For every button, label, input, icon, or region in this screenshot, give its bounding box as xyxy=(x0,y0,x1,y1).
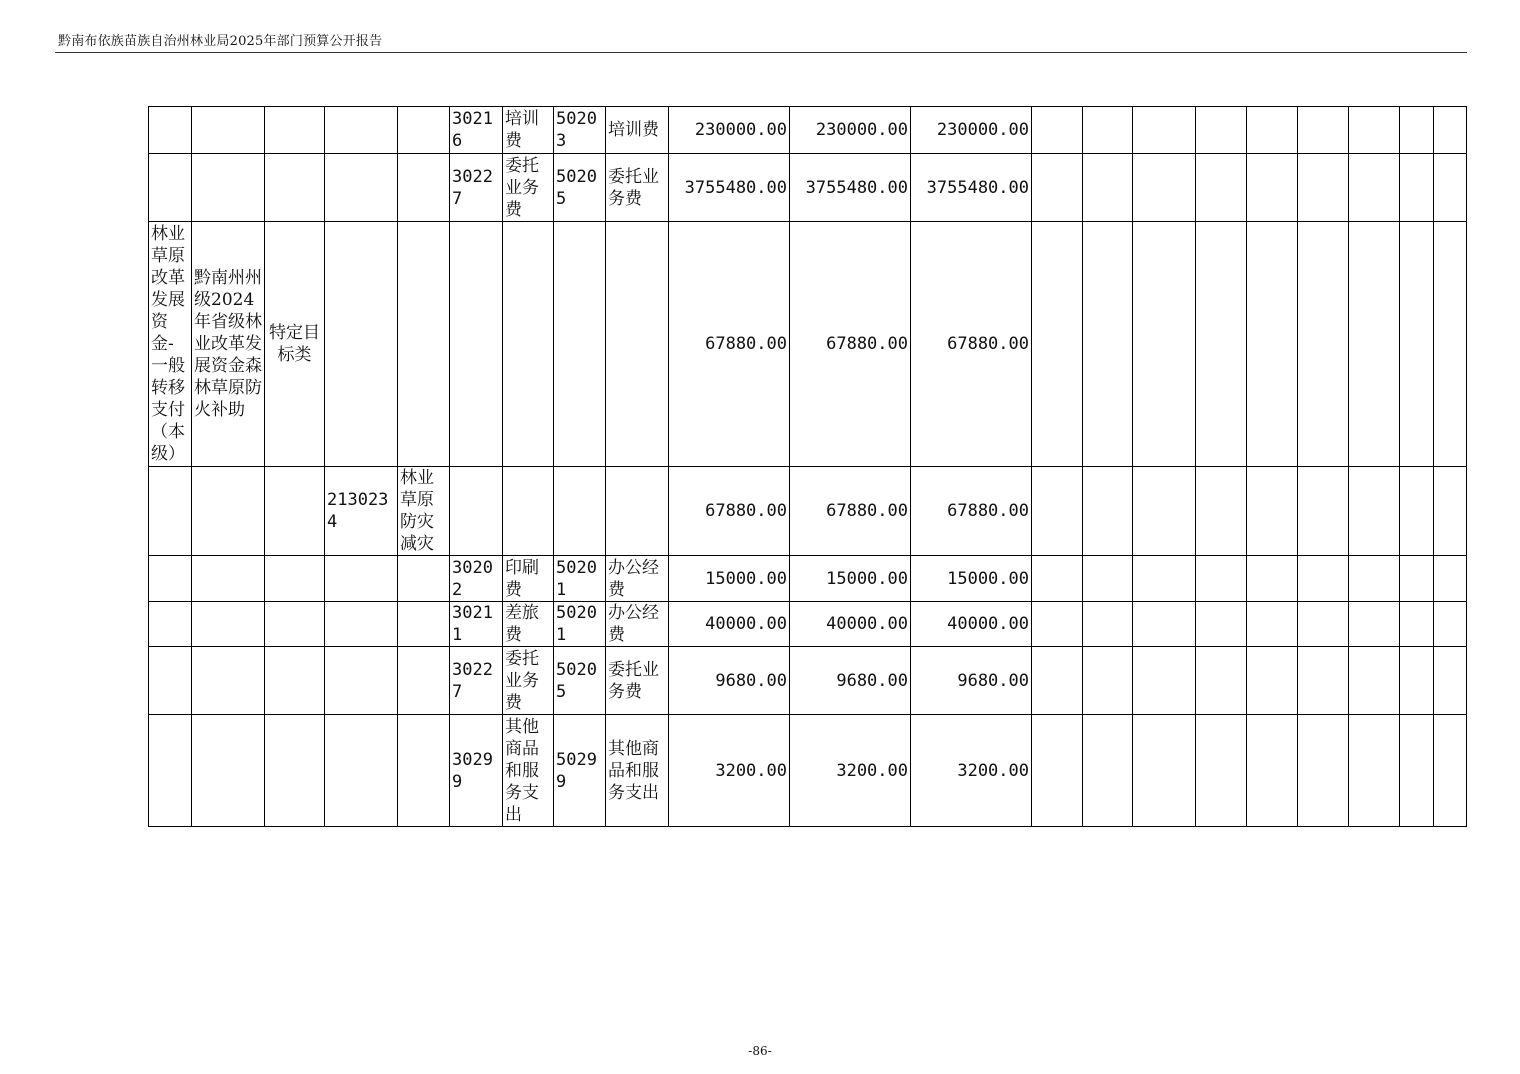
cell-fund-name xyxy=(149,715,192,827)
cell-function-name xyxy=(398,222,450,467)
cell-gov-name: 其他商品和服务支出 xyxy=(606,715,669,827)
cell-gov-name: 委托业务费 xyxy=(606,154,669,222)
cell-fund-name xyxy=(149,107,192,154)
cell-gov-code: 50203 xyxy=(554,107,606,154)
cell-amount-3: 3200.00 xyxy=(911,715,1032,827)
cell-econ-code: 30227 xyxy=(450,647,503,715)
cell-empty xyxy=(1349,154,1400,222)
cell-amount-3: 3755480.00 xyxy=(911,154,1032,222)
cell-project-name xyxy=(192,556,265,602)
cell-amount-3: 230000.00 xyxy=(911,107,1032,154)
cell-gov-name: 培训费 xyxy=(606,107,669,154)
cell-econ-name: 培训费 xyxy=(503,107,554,154)
cell-project-type xyxy=(265,647,325,715)
report-header-title: 黔南布依族苗族自治州林业局2025年部门预算公开报告 xyxy=(58,34,383,49)
cell-empty xyxy=(1133,602,1196,647)
cell-total-amount: 230000.00 xyxy=(669,107,790,154)
cell-empty xyxy=(1349,602,1400,647)
cell-empty xyxy=(1434,556,1467,602)
cell-empty xyxy=(1298,154,1349,222)
cell-empty xyxy=(1133,647,1196,715)
cell-gov-code xyxy=(554,467,606,556)
cell-amount-2: 15000.00 xyxy=(790,556,911,602)
cell-empty xyxy=(1349,467,1400,556)
cell-empty xyxy=(1032,107,1083,154)
cell-function-code xyxy=(325,715,398,827)
cell-gov-code: 50201 xyxy=(554,556,606,602)
cell-empty xyxy=(1196,107,1247,154)
cell-empty xyxy=(1032,467,1083,556)
cell-gov-code: 50205 xyxy=(554,154,606,222)
cell-empty xyxy=(1298,556,1349,602)
cell-empty xyxy=(1196,222,1247,467)
cell-econ-name xyxy=(503,222,554,467)
cell-empty xyxy=(1032,222,1083,467)
cell-empty xyxy=(1133,715,1196,827)
cell-empty xyxy=(1247,647,1298,715)
cell-econ-code: 30216 xyxy=(450,107,503,154)
cell-project-name: 黔南州州级2024年省级林业改革发展资金森林草原防火补助 xyxy=(192,222,265,467)
cell-project-name xyxy=(192,107,265,154)
cell-empty xyxy=(1083,602,1133,647)
cell-gov-code: 50205 xyxy=(554,647,606,715)
cell-empty xyxy=(1032,715,1083,827)
cell-empty xyxy=(1400,467,1434,556)
table-row xyxy=(149,715,1467,827)
cell-empty xyxy=(1434,467,1467,556)
cell-empty xyxy=(1083,467,1133,556)
cell-econ-code: 30211 xyxy=(450,602,503,647)
cell-project-type: 特定目标类 xyxy=(265,222,325,467)
cell-empty xyxy=(1247,107,1298,154)
cell-empty xyxy=(1133,467,1196,556)
cell-project-type xyxy=(265,107,325,154)
cell-empty xyxy=(1298,222,1349,467)
cell-amount-3: 67880.00 xyxy=(911,467,1032,556)
cell-project-type xyxy=(265,556,325,602)
cell-empty xyxy=(1083,222,1133,467)
cell-econ-name: 印刷费 xyxy=(503,556,554,602)
cell-fund-name xyxy=(149,154,192,222)
cell-gov-name: 委托业务费 xyxy=(606,647,669,715)
cell-empty xyxy=(1298,715,1349,827)
cell-empty xyxy=(1434,222,1467,467)
cell-gov-code: 50201 xyxy=(554,602,606,647)
cell-project-name xyxy=(192,467,265,556)
cell-empty xyxy=(1032,647,1083,715)
cell-empty xyxy=(1083,154,1133,222)
cell-econ-name xyxy=(503,467,554,556)
cell-empty xyxy=(1400,556,1434,602)
cell-empty xyxy=(1196,154,1247,222)
cell-amount-2: 3755480.00 xyxy=(790,154,911,222)
cell-total-amount: 15000.00 xyxy=(669,556,790,602)
table-row xyxy=(149,647,1467,715)
cell-empty xyxy=(1032,602,1083,647)
cell-empty xyxy=(1247,715,1298,827)
cell-amount-2: 67880.00 xyxy=(790,467,911,556)
cell-function-name xyxy=(398,715,450,827)
cell-function-name xyxy=(398,556,450,602)
cell-empty xyxy=(1298,467,1349,556)
cell-empty xyxy=(1434,715,1467,827)
cell-fund-name xyxy=(149,467,192,556)
cell-empty xyxy=(1196,715,1247,827)
page-number: -86- xyxy=(748,1044,772,1058)
cell-empty xyxy=(1247,154,1298,222)
table-row xyxy=(149,222,1467,467)
cell-empty xyxy=(1349,556,1400,602)
cell-function-code xyxy=(325,154,398,222)
cell-empty xyxy=(1196,602,1247,647)
cell-project-name xyxy=(192,602,265,647)
header-divider xyxy=(55,52,1467,53)
cell-fund-name xyxy=(149,556,192,602)
cell-empty xyxy=(1400,647,1434,715)
cell-empty xyxy=(1083,107,1133,154)
cell-function-code xyxy=(325,222,398,467)
cell-function-name xyxy=(398,602,450,647)
budget-table xyxy=(148,106,1467,827)
cell-empty xyxy=(1349,222,1400,467)
cell-econ-code: 30299 xyxy=(450,715,503,827)
cell-econ-code xyxy=(450,222,503,467)
cell-empty xyxy=(1247,556,1298,602)
cell-empty xyxy=(1434,647,1467,715)
cell-function-name xyxy=(398,154,450,222)
cell-gov-code: 50299 xyxy=(554,715,606,827)
cell-gov-name: 办公经费 xyxy=(606,602,669,647)
cell-empty xyxy=(1434,107,1467,154)
cell-amount-2: 9680.00 xyxy=(790,647,911,715)
cell-empty xyxy=(1349,107,1400,154)
cell-empty xyxy=(1400,602,1434,647)
cell-empty xyxy=(1133,154,1196,222)
cell-total-amount: 40000.00 xyxy=(669,602,790,647)
cell-amount-3: 67880.00 xyxy=(911,222,1032,467)
cell-econ-code: 30202 xyxy=(450,556,503,602)
cell-econ-name: 其他商品和服务支出 xyxy=(503,715,554,827)
cell-econ-name: 委托业务费 xyxy=(503,154,554,222)
cell-amount-3: 40000.00 xyxy=(911,602,1032,647)
cell-empty xyxy=(1032,154,1083,222)
cell-function-code xyxy=(325,602,398,647)
cell-amount-3: 9680.00 xyxy=(911,647,1032,715)
cell-total-amount: 9680.00 xyxy=(669,647,790,715)
cell-empty xyxy=(1434,602,1467,647)
cell-econ-name: 差旅费 xyxy=(503,602,554,647)
cell-project-name xyxy=(192,715,265,827)
cell-empty xyxy=(1247,467,1298,556)
cell-econ-code xyxy=(450,467,503,556)
cell-total-amount: 67880.00 xyxy=(669,467,790,556)
cell-econ-code: 30227 xyxy=(450,154,503,222)
cell-empty xyxy=(1434,154,1467,222)
cell-empty xyxy=(1298,647,1349,715)
cell-empty xyxy=(1247,602,1298,647)
cell-empty xyxy=(1349,647,1400,715)
cell-empty xyxy=(1083,556,1133,602)
table-row xyxy=(149,154,1467,222)
cell-project-type xyxy=(265,467,325,556)
table-row xyxy=(149,602,1467,647)
cell-function-name: 林业草原防灾减灾 xyxy=(398,467,450,556)
cell-function-code xyxy=(325,556,398,602)
cell-empty xyxy=(1133,222,1196,467)
table-row xyxy=(149,556,1467,602)
table-row xyxy=(149,107,1467,154)
cell-gov-name: 办公经费 xyxy=(606,556,669,602)
cell-project-type xyxy=(265,602,325,647)
cell-empty xyxy=(1083,715,1133,827)
cell-empty xyxy=(1400,154,1434,222)
cell-fund-name: 林业草原改革发展资金-一般转移支付（本级） xyxy=(149,222,192,467)
cell-function-code xyxy=(325,107,398,154)
cell-fund-name xyxy=(149,647,192,715)
cell-empty xyxy=(1298,602,1349,647)
cell-amount-2: 67880.00 xyxy=(790,222,911,467)
cell-empty xyxy=(1196,647,1247,715)
cell-project-name xyxy=(192,154,265,222)
cell-total-amount: 3200.00 xyxy=(669,715,790,827)
cell-project-name xyxy=(192,647,265,715)
cell-project-type xyxy=(265,715,325,827)
cell-amount-2: 3200.00 xyxy=(790,715,911,827)
cell-empty xyxy=(1247,222,1298,467)
cell-project-type xyxy=(265,154,325,222)
cell-gov-code xyxy=(554,222,606,467)
cell-total-amount: 3755480.00 xyxy=(669,154,790,222)
cell-econ-name: 委托业务费 xyxy=(503,647,554,715)
cell-gov-name xyxy=(606,222,669,467)
cell-empty xyxy=(1400,715,1434,827)
cell-empty xyxy=(1196,467,1247,556)
cell-empty xyxy=(1400,107,1434,154)
cell-empty xyxy=(1083,647,1133,715)
cell-function-code xyxy=(325,647,398,715)
cell-empty xyxy=(1400,222,1434,467)
cell-amount-3: 15000.00 xyxy=(911,556,1032,602)
cell-function-name xyxy=(398,107,450,154)
cell-gov-name xyxy=(606,467,669,556)
cell-empty xyxy=(1349,715,1400,827)
cell-empty xyxy=(1298,107,1349,154)
cell-amount-2: 230000.00 xyxy=(790,107,911,154)
cell-fund-name xyxy=(149,602,192,647)
cell-function-name xyxy=(398,647,450,715)
cell-amount-2: 40000.00 xyxy=(790,602,911,647)
cell-empty xyxy=(1133,556,1196,602)
cell-empty xyxy=(1032,556,1083,602)
cell-empty xyxy=(1133,107,1196,154)
cell-empty xyxy=(1196,556,1247,602)
cell-total-amount: 67880.00 xyxy=(669,222,790,467)
cell-function-code: 2130234 xyxy=(325,467,398,556)
table-row xyxy=(149,467,1467,556)
